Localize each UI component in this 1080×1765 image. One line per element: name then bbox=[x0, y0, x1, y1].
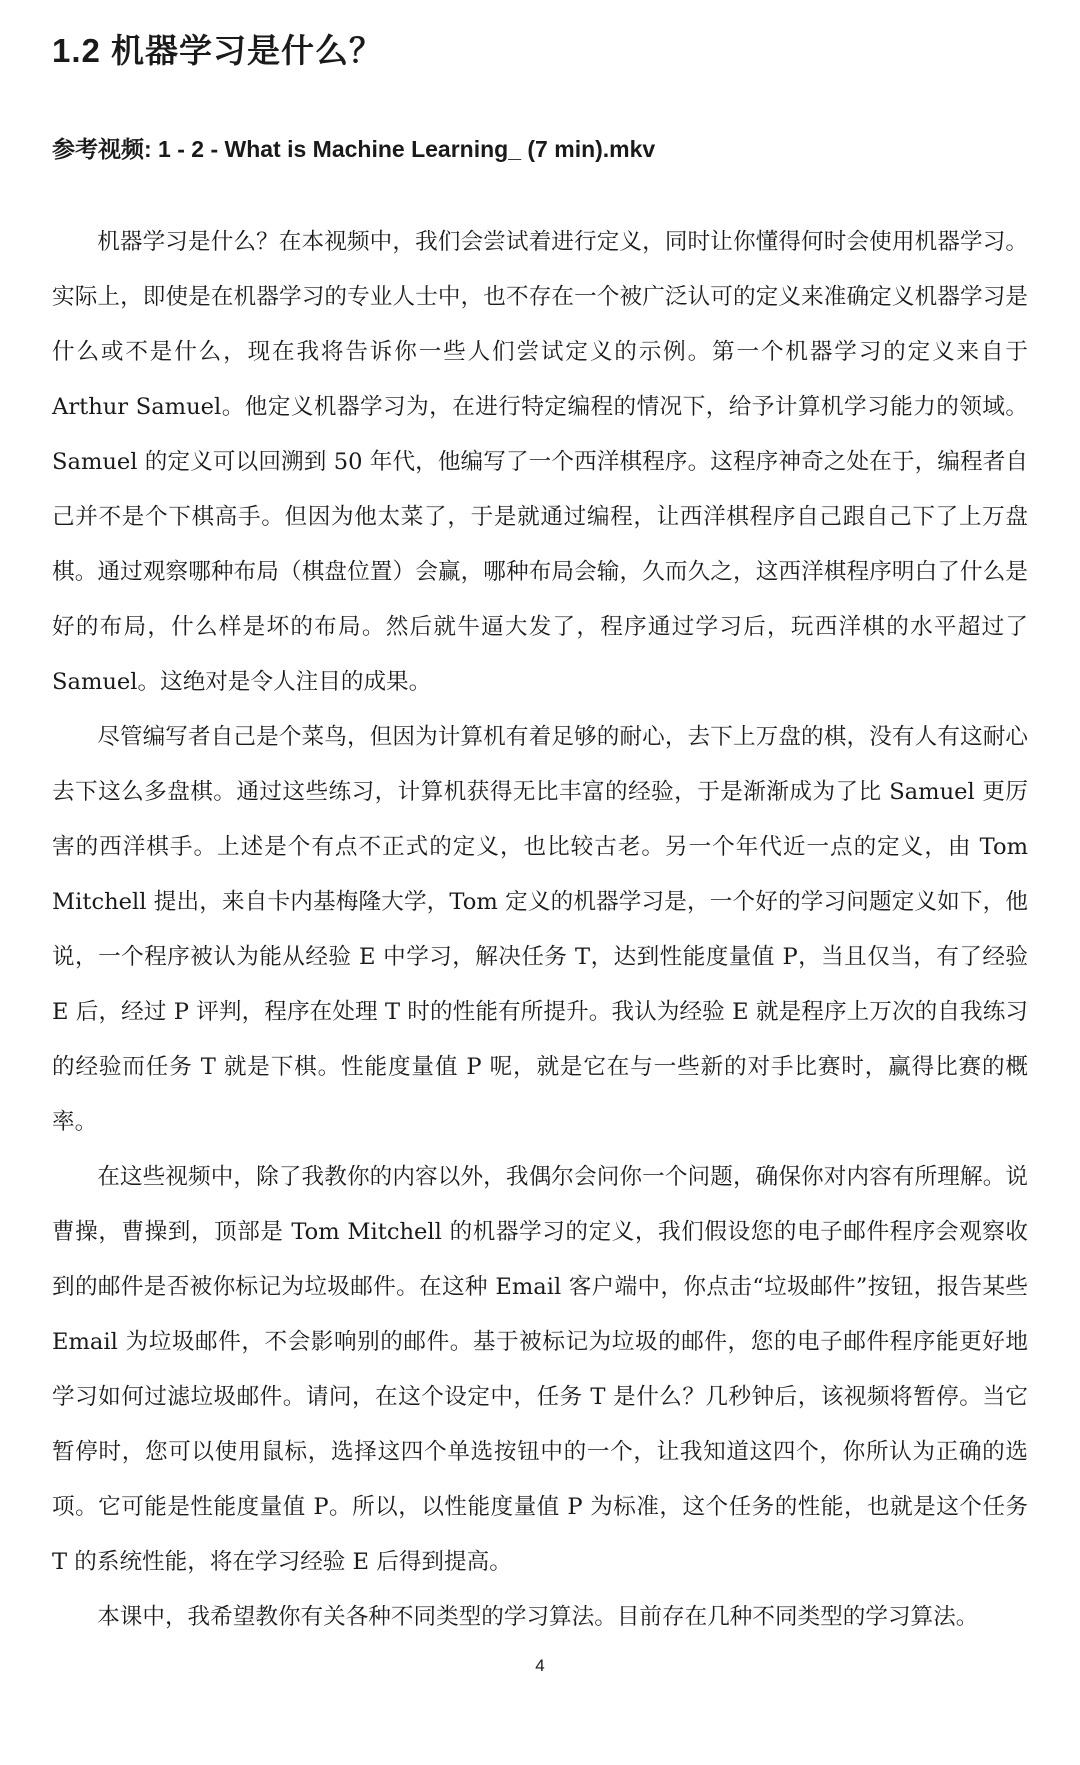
paragraph-1: 机器学习是什么？在本视频中，我们会尝试着进行定义，同时让你懂得何时会使用机器学习。实际上，即使是在机器学习的专业人士中，也不存在一个被广泛认可的定义来准确定义机器学习是什么或不是什么，现在我将告诉你一些人们尝试定义的示例。第一个机器学习的定义来自于 Arthur Samuel。他定义机器学习为，在进行特定编程的情况下，给予计算机学习能力的领域。Samuel 的定义可以回溯到 50 年代，他编写了一个西洋棋程序。这程序神奇之处在于，编程者自己并不是个下棋高手。但因为他太菜了，于是就通过编程，让西洋棋程序自己跟自己下了上万盘棋。通过观察哪种布局（棋盘位置）会赢，哪种布局会输，久而久之，这西洋棋程序明白了什么是好的布局，什么样是坏的布局。然后就牛逼大发了，程序通过学习后，玩西洋棋的水平超过了 Samuel。这绝对是令人注目的成果。 bbox=[52, 229, 1028, 695]
paragraph-2: 尽管编写者自己是个菜鸟，但因为计算机有着足够的耐心，去下上万盘的棋，没有人有这耐心去下这么多盘棋。通过这些练习，计算机获得无比丰富的经验，于是渐渐成为了比 Samuel 更厉害的西洋棋手。上述是个有点不正式的定义，也比较古老。另一个年代近一点的定义，由 Tom Mitchell 提出，来自卡内基梅隆大学，Tom 定义的机器学习是，一个好的学习问题定义如下，他说，一个程序被认为能从经验 E 中学习，解决任务 T，达到性能度量值 P，当且仅当，有了经验 E 后，经过 P 评判，程序在处理 T 时的性能有所提升。我认为经验 E 就是程序上万次的自我练习的经验而任务 T 就是下棋。性能度量值 P 呢，就是它在与一些新的对手比赛时，赢得比赛的概率。 bbox=[52, 724, 1028, 1135]
body-text bbox=[52, 215, 1028, 1645]
paragraph-3: 在这些视频中，除了我教你的内容以外，我偶尔会问你一个问题，确保你对内容有所理解。说曹操，曹操到，顶部是 Tom Mitchell 的机器学习的定义，我们假设您的电子邮件程序会观察收到的邮件是否被你标记为垃圾邮件。在这种 Email 客户端中，你点击“垃圾邮件”按钮，报告某些 Email 为垃圾邮件，不会影响别的邮件。基于被标记为垃圾的邮件，您的电子邮件程序能更好地学习如何过滤垃圾邮件。请问，在这个设定中，任务 T 是什么？几秒钟后，该视频将暂停。当它暂停时，您可以使用鼠标，选择这四个单选按钮中的一个，让我知道这四个，你所认为正确的选项。它可能是性能度量值 P。所以，以性能度量值 P 为标准，这个任务的性能，也就是这个任务 T 的系统性能，将在学习经验 E 后得到提高。 bbox=[52, 1164, 1028, 1575]
section-title: 1.2 机器学习是什么？ bbox=[52, 32, 384, 69]
reference-video-line: 参考视频: 1 - 2 - What is Machine Learning_ (7 min).mkv bbox=[52, 136, 656, 162]
paragraph-4: 本课中，我希望教你有关各种不同类型的学习算法。目前存在几种不同类型的学习算法。 bbox=[97, 1604, 979, 1630]
page-number: 4 bbox=[535, 1656, 545, 1675]
